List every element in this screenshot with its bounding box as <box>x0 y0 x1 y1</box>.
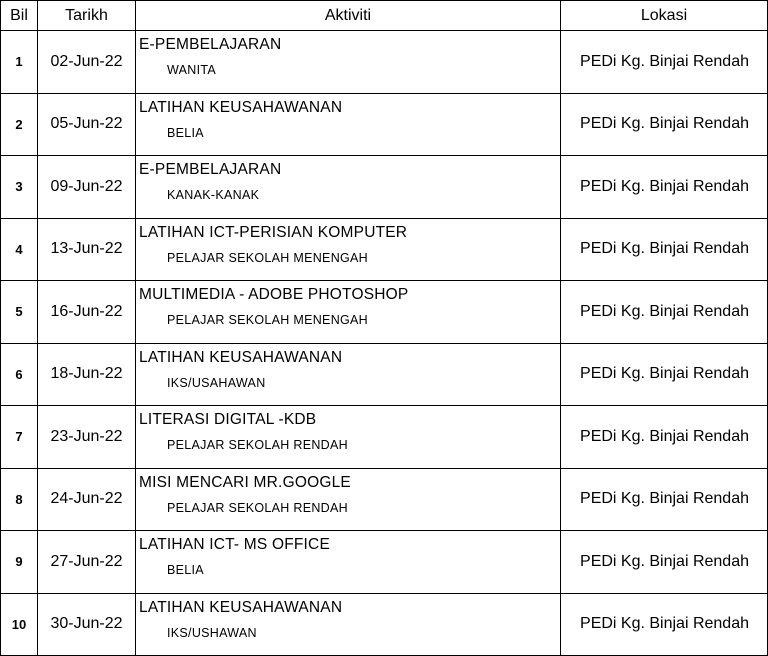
row-activity-cell <box>136 593 561 656</box>
row-number: 8 <box>1 468 38 531</box>
row-number: 7 <box>1 406 38 469</box>
row-number: 4 <box>1 218 38 281</box>
row-activity-cell <box>136 218 561 281</box>
activity-title: LATIHAN ICT-PERISIAN KOMPUTER <box>139 223 408 241</box>
row-number: 9 <box>1 531 38 594</box>
row-location: PEDi Kg. Binjai Rendah <box>561 156 768 219</box>
activity-target-group: IKS/USHAWAN <box>167 625 257 640</box>
row-number: 6 <box>1 343 38 406</box>
table-row <box>1 593 768 656</box>
table-row <box>1 281 768 344</box>
row-location: PEDi Kg. Binjai Rendah <box>561 531 768 594</box>
row-activity-cell <box>136 281 561 344</box>
row-activity-cell <box>136 156 561 219</box>
table-row <box>1 93 768 156</box>
activity-target-group: KANAK-KANAK <box>167 188 260 202</box>
row-date: 05-Jun-22 <box>38 93 136 156</box>
row-activity-cell <box>136 93 561 156</box>
table-header <box>1 1 768 31</box>
row-date: 02-Jun-22 <box>38 31 136 94</box>
table-body <box>1 31 768 656</box>
row-location: PEDi Kg. Binjai Rendah <box>561 343 768 406</box>
table-row <box>1 31 768 94</box>
row-number: 10 <box>1 593 38 656</box>
activity-title: LATIHAN KEUSAHAWANAN <box>139 348 343 366</box>
activity-title: LITERASI DIGITAL -KDB <box>139 411 317 428</box>
row-date: 24-Jun-22 <box>38 468 136 531</box>
activity-target-group: BELIA <box>167 125 204 140</box>
table-row <box>1 531 768 594</box>
row-date: 16-Jun-22 <box>38 281 136 344</box>
table-row <box>1 468 768 531</box>
table-row <box>1 156 768 219</box>
row-activity-cell <box>136 468 561 531</box>
row-activity-cell <box>136 31 561 94</box>
activity-target-group: WANITA <box>167 63 217 77</box>
row-date: 30-Jun-22 <box>38 593 136 656</box>
activity-target-group: BELIA <box>167 563 204 577</box>
row-activity-cell <box>136 343 561 406</box>
row-location: PEDi Kg. Binjai Rendah <box>561 218 768 281</box>
activity-title: MULTIMEDIA - ADOBE PHOTOSHOP <box>139 286 409 303</box>
table-row <box>1 218 768 281</box>
activity-title: E-PEMBELAJARAN <box>139 161 282 178</box>
activity-target-group: IKS/USAHAWAN <box>167 375 266 390</box>
row-date: 23-Jun-22 <box>38 406 136 469</box>
row-location: PEDi Kg. Binjai Rendah <box>561 593 768 656</box>
header-lokasi: Lokasi <box>561 1 768 31</box>
row-activity-cell <box>136 406 561 469</box>
row-number: 2 <box>1 93 38 156</box>
activity-target-group: PELAJAR SEKOLAH MENENGAH <box>167 313 369 327</box>
header-tarikh: Tarikh <box>38 1 136 31</box>
header-bil: Bil <box>1 1 38 31</box>
row-number: 1 <box>1 31 38 94</box>
row-location: PEDi Kg. Binjai Rendah <box>561 281 768 344</box>
table-row <box>1 406 768 469</box>
activity-title: LATIHAN KEUSAHAWANAN <box>139 98 343 116</box>
row-date: 13-Jun-22 <box>38 218 136 281</box>
row-location: PEDi Kg. Binjai Rendah <box>561 31 768 94</box>
row-location: PEDi Kg. Binjai Rendah <box>561 406 768 469</box>
row-number: 5 <box>1 281 38 344</box>
header-row <box>1 1 768 31</box>
row-activity-cell <box>136 531 561 594</box>
activity-title: LATIHAN ICT- MS OFFICE <box>139 536 330 553</box>
activity-title: LATIHAN KEUSAHAWANAN <box>139 598 343 616</box>
activity-title: E-PEMBELAJARAN <box>139 36 282 53</box>
table-row <box>1 343 768 406</box>
row-date: 18-Jun-22 <box>38 343 136 406</box>
row-location: PEDi Kg. Binjai Rendah <box>561 468 768 531</box>
header-aktiviti: Aktiviti <box>136 1 561 31</box>
row-date: 09-Jun-22 <box>38 156 136 219</box>
activity-target-group: PELAJAR SEKOLAH RENDAH <box>167 438 348 452</box>
row-date: 27-Jun-22 <box>38 531 136 594</box>
activity-target-group: PELAJAR SEKOLAH MENENGAH <box>167 250 369 265</box>
row-location: PEDi Kg. Binjai Rendah <box>561 93 768 156</box>
activity-title: MISI MENCARI MR.GOOGLE <box>139 473 351 491</box>
row-number: 3 <box>1 156 38 219</box>
activity-target-group: PELAJAR SEKOLAH RENDAH <box>167 500 348 515</box>
